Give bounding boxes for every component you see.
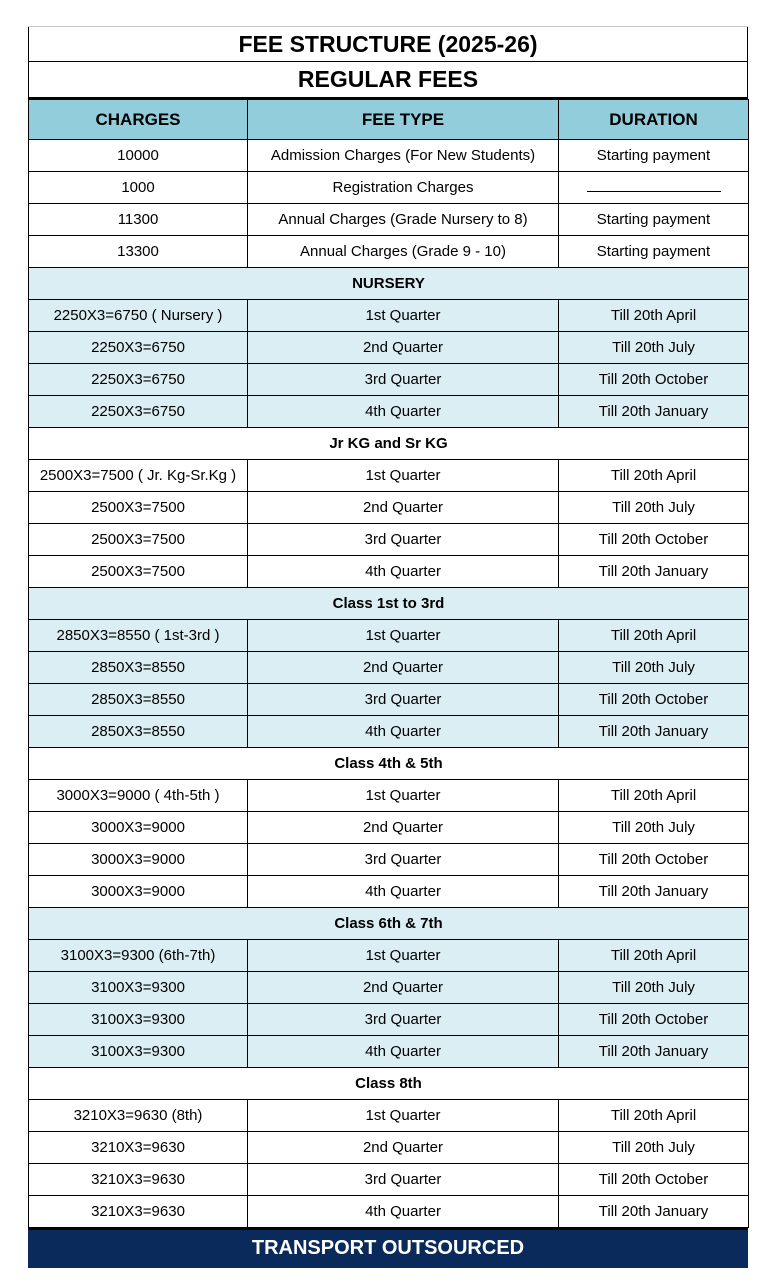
table-row (29, 652, 749, 684)
due-date-cell: Till 20th July (559, 492, 749, 524)
charge-cell: 3100X3=9300 (29, 1036, 248, 1068)
charge-cell: 3210X3=9630 (8th) (29, 1100, 248, 1132)
table-row (29, 844, 749, 876)
section-heading: Class 6th & 7th (29, 908, 749, 940)
section-heading-row (29, 588, 749, 620)
due-date-cell: Till 20th October (559, 1164, 749, 1196)
quarter-cell: 3rd Quarter (248, 1164, 559, 1196)
table-row (29, 1164, 749, 1196)
table-row (29, 492, 749, 524)
quarter-cell: 4th Quarter (248, 876, 559, 908)
page-title: FEE STRUCTURE (2025-26) (28, 27, 748, 62)
table-row (29, 364, 749, 396)
due-date-cell: Till 20th January (559, 396, 749, 428)
table-row (29, 300, 749, 332)
transport-banner: TRANSPORT OUTSOURCED (28, 1228, 748, 1268)
quarter-cell: 4th Quarter (248, 396, 559, 428)
header-fee-type: FEE TYPE (248, 100, 559, 140)
fee-type-cell: Annual Charges (Grade 9 - 10) (248, 236, 559, 268)
charge-cell: 3000X3=9000 (29, 844, 248, 876)
table-row (29, 716, 749, 748)
charge-cell: 2250X3=6750 (29, 332, 248, 364)
due-date-cell: Till 20th April (559, 780, 749, 812)
due-date-cell: Till 20th April (559, 300, 749, 332)
quarter-cell: 2nd Quarter (248, 972, 559, 1004)
fee-structure-sheet (28, 26, 748, 1268)
quarter-cell: 3rd Quarter (248, 364, 559, 396)
section-heading: Class 4th & 5th (29, 748, 749, 780)
table-row (29, 972, 749, 1004)
due-date-cell: Till 20th July (559, 1132, 749, 1164)
table-row (29, 140, 749, 172)
due-date-cell: Till 20th April (559, 1100, 749, 1132)
table-row (29, 780, 749, 812)
charge-cell: 2850X3=8550 ( 1st-3rd ) (29, 620, 248, 652)
table-row (29, 940, 749, 972)
quarter-cell: 2nd Quarter (248, 492, 559, 524)
charge-cell: 13300 (29, 236, 248, 268)
fee-type-cell: Admission Charges (For New Students) (248, 140, 559, 172)
charge-cell: 3100X3=9300 (6th-7th) (29, 940, 248, 972)
section-heading-row (29, 748, 749, 780)
table-row (29, 1036, 749, 1068)
charge-cell: 2500X3=7500 (29, 492, 248, 524)
table-row (29, 620, 749, 652)
section-heading: Class 1st to 3rd (29, 588, 749, 620)
header-charges: CHARGES (29, 100, 248, 140)
quarter-cell: 4th Quarter (248, 556, 559, 588)
table-header-row (29, 100, 749, 140)
table-row (29, 396, 749, 428)
section-heading-row (29, 1068, 749, 1100)
charge-cell: 2850X3=8550 (29, 716, 248, 748)
charge-cell: 10000 (29, 140, 248, 172)
due-date-cell: Till 20th April (559, 460, 749, 492)
quarter-cell: 1st Quarter (248, 620, 559, 652)
charge-cell: 3100X3=9300 (29, 972, 248, 1004)
table-row (29, 1004, 749, 1036)
charge-cell: 2850X3=8550 (29, 684, 248, 716)
quarter-cell: 2nd Quarter (248, 1132, 559, 1164)
quarter-cell: 1st Quarter (248, 300, 559, 332)
due-date-cell: Till 20th April (559, 940, 749, 972)
fee-table-body (29, 140, 749, 1228)
charge-cell: 3000X3=9000 (29, 876, 248, 908)
due-date-cell: Till 20th January (559, 876, 749, 908)
charge-cell: 3210X3=9630 (29, 1196, 248, 1228)
due-date-cell: Till 20th January (559, 556, 749, 588)
charge-cell: 2500X3=7500 (29, 524, 248, 556)
table-row (29, 684, 749, 716)
quarter-cell: 3rd Quarter (248, 1004, 559, 1036)
table-row (29, 172, 749, 204)
due-date-cell: Till 20th January (559, 1036, 749, 1068)
quarter-cell: 2nd Quarter (248, 652, 559, 684)
fee-type-cell: Annual Charges (Grade Nursery to 8) (248, 204, 559, 236)
charge-cell: 2500X3=7500 (29, 556, 248, 588)
duration-cell: Starting payment (559, 236, 749, 268)
table-row (29, 1132, 749, 1164)
charge-cell: 1000 (29, 172, 248, 204)
blank-line (587, 183, 721, 192)
table-row (29, 236, 749, 268)
charge-cell: 3210X3=9630 (29, 1164, 248, 1196)
page-subtitle: REGULAR FEES (28, 62, 748, 99)
quarter-cell: 1st Quarter (248, 780, 559, 812)
quarter-cell: 4th Quarter (248, 1036, 559, 1068)
quarter-cell: 1st Quarter (248, 940, 559, 972)
due-date-cell: Till 20th July (559, 972, 749, 1004)
quarter-cell: 3rd Quarter (248, 524, 559, 556)
due-date-cell: Till 20th October (559, 364, 749, 396)
due-date-cell: Till 20th October (559, 684, 749, 716)
section-heading-row (29, 908, 749, 940)
due-date-cell: Till 20th July (559, 812, 749, 844)
charge-cell: 3210X3=9630 (29, 1132, 248, 1164)
due-date-cell: Till 20th July (559, 332, 749, 364)
quarter-cell: 3rd Quarter (248, 684, 559, 716)
due-date-cell: Till 20th April (559, 620, 749, 652)
charge-cell: 3100X3=9300 (29, 1004, 248, 1036)
charge-cell: 11300 (29, 204, 248, 236)
due-date-cell: Till 20th January (559, 716, 749, 748)
due-date-cell: Till 20th October (559, 524, 749, 556)
section-heading: NURSERY (29, 268, 749, 300)
quarter-cell: 1st Quarter (248, 1100, 559, 1132)
table-row (29, 1100, 749, 1132)
table-row (29, 332, 749, 364)
charge-cell: 2250X3=6750 ( Nursery ) (29, 300, 248, 332)
charge-cell: 3000X3=9000 (29, 812, 248, 844)
charge-cell: 3000X3=9000 ( 4th-5th ) (29, 780, 248, 812)
charge-cell: 2250X3=6750 (29, 396, 248, 428)
section-heading-row (29, 268, 749, 300)
section-heading: Class 8th (29, 1068, 749, 1100)
charge-cell: 2850X3=8550 (29, 652, 248, 684)
due-date-cell: Till 20th October (559, 1004, 749, 1036)
quarter-cell: 1st Quarter (248, 460, 559, 492)
table-row (29, 524, 749, 556)
table-row (29, 1196, 749, 1228)
quarter-cell: 3rd Quarter (248, 844, 559, 876)
charge-cell: 2500X3=7500 ( Jr. Kg-Sr.Kg ) (29, 460, 248, 492)
quarter-cell: 4th Quarter (248, 1196, 559, 1228)
header-duration: DURATION (559, 100, 749, 140)
table-row (29, 812, 749, 844)
table-row (29, 460, 749, 492)
quarter-cell: 2nd Quarter (248, 812, 559, 844)
due-date-cell: Till 20th July (559, 652, 749, 684)
section-heading: Jr KG and Sr KG (29, 428, 749, 460)
fee-type-cell: Registration Charges (248, 172, 559, 204)
table-row (29, 876, 749, 908)
duration-cell: Starting payment (559, 204, 749, 236)
due-date-cell: Till 20th October (559, 844, 749, 876)
fee-table (28, 99, 749, 1228)
table-row (29, 204, 749, 236)
section-heading-row (29, 428, 749, 460)
charge-cell: 2250X3=6750 (29, 364, 248, 396)
quarter-cell: 4th Quarter (248, 716, 559, 748)
table-row (29, 556, 749, 588)
quarter-cell: 2nd Quarter (248, 332, 559, 364)
duration-cell: Starting payment (559, 140, 749, 172)
duration-cell (559, 172, 749, 204)
due-date-cell: Till 20th January (559, 1196, 749, 1228)
